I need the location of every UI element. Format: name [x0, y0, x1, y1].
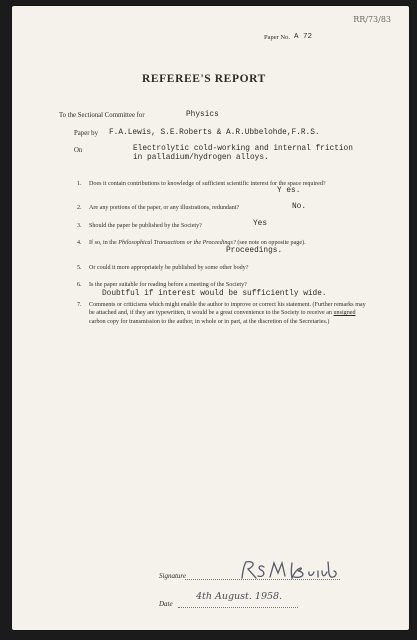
question-1-answer: Y es. — [277, 187, 301, 195]
page-title: REFEREE'S REPORT — [142, 73, 266, 85]
paper-title-line-1: Electrolytic cold-working and internal friction — [133, 145, 353, 153]
committee-value: Physics — [186, 111, 219, 119]
question-5-text: Or could it more appropriately be published by some other body? — [89, 265, 249, 271]
paper-by-label: Paper by — [74, 130, 98, 137]
question-3-text: Should the paper be published by the Society? — [89, 223, 202, 229]
archive-reference-mark: RR/73/83 — [353, 15, 391, 24]
referee-report-sheet: RR/73/83 Paper No. A 72 REFEREE'S REPORT To the Sectional Committee for Physics Paper by F.A.Lewis, S.E.Roberts & A.R.Ubbelohde,F.R.S. On Electrolytic cold-working and internal friction in palladium/hydrogen alloys. 1. Does it contain contributions to knowledge of sufficient scientific interest for the space required? Y es. 2. Are any portions of the paper, or any illustrations, redundant? No. 3. Should the paper be published by the Society? Yes 4. If so, in the Philosophical Transactions or the Proceedings? (see note on opposite page). Proceedings. 5. Or could it more appropriately be published by some other body? 6. Is the paper suitable for reading before a meeting of the Society? Doubtful if interest would be sufficiently wide. 7. Comments or criticisms which might enable the author to improve or correct his statement. (Further remarks may be attached and, if they are typewritten, it would be a great convenience to the Society to receive an unsigned carbon copy for transmission to the author, in whole or in part, at the discretion of the Secretaries.) Signature Date 4th August. 1958. — [12, 6, 409, 630]
question-6-answer: Doubtful if interest would be sufficiently wide. — [102, 290, 327, 298]
question-6-text: Is the paper suitable for reading before a meeting of the Society? — [89, 282, 247, 288]
date-value: 4th August. 1958. — [196, 591, 283, 602]
handwritten-signature — [236, 558, 346, 584]
question-2-answer: No. — [292, 203, 307, 211]
paper-number-value: A 72 — [294, 33, 313, 41]
paper-number-label: Paper No. — [264, 34, 290, 41]
authors-value: F.A.Lewis, S.E.Roberts & A.R.Ubbelohde,F.R.S. — [109, 129, 320, 137]
date-line — [178, 607, 298, 608]
on-label: On — [74, 147, 83, 154]
question-4-answer: Proceedings. — [226, 247, 283, 255]
question-1-text: Does it contain contributions to knowledge of sufficient scientific interest for the space required? — [89, 181, 326, 187]
question-3-answer: Yes — [253, 220, 268, 228]
question-2-text: Are any portions of the paper, or any illustrations, redundant? — [89, 205, 240, 211]
signature-label: Signature — [159, 572, 186, 580]
committee-label: To the Sectional Committee for — [59, 112, 145, 119]
question-1: 1. Does it contain contributions to knowledge of sufficient scientific interest for the space required? Y es. — [77, 180, 377, 210]
paper-title-line-2: in palladium/hydrogen alloys. — [133, 154, 269, 162]
date-label: Date — [159, 600, 173, 608]
